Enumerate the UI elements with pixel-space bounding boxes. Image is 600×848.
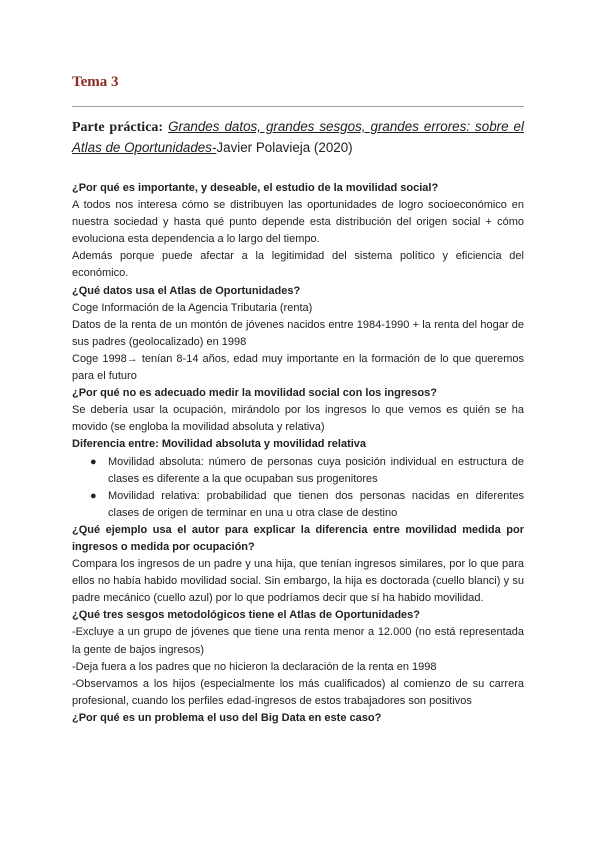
question-4: Diferencia entre: Movilidad absoluta y movilidad relativa xyxy=(72,438,367,451)
work-author: Javier Polavieja (2020) xyxy=(216,140,353,155)
question-5: ¿Qué ejemplo usa el autor para explicar la diferencia entre movilidad medida por ingresos o medida por ocupación? xyxy=(72,523,524,553)
paragraph: Datos de la renta de un montón de jóvenes nacidos entre 1984-1990 + la renta del hogar de sus padres (geolocalizado) en 1998 xyxy=(72,318,524,348)
question-7: ¿Por qué es un problema el uso del Big Data en este caso? xyxy=(72,711,382,724)
paragraph: Además porque puede afectar a la legitimidad del sistema político y eficiencia del económico. xyxy=(72,250,524,280)
question-6: ¿Qué tres sesgos metodológicos tiene el Atlas de Oportunidades? xyxy=(72,609,420,622)
question-1: ¿Por qué es importante, y deseable, el estudio de la movilidad social? xyxy=(72,182,439,194)
paragraph: Coge Información de la Agencia Tributaria (renta) xyxy=(72,301,313,314)
work-title: Grandes datos, grandes sesgos, grandes errores: sobre el Atlas de Oportunidades- xyxy=(72,119,524,155)
title-label: Parte práctica: xyxy=(72,120,164,135)
paragraph: -Deja fuera a los padres que no hicieron la declaración de la renta en 1998 xyxy=(72,660,437,673)
bullet-icon: ● xyxy=(90,489,97,502)
paragraph: Se debería usar la ocupación, mirándolo por los ingresos lo que vemos es quién se ha movido (se engloba la movilidad absoluta y relativa) xyxy=(72,404,524,434)
horizontal-rule xyxy=(72,106,524,107)
question-3: ¿Por qué no es adecuado medir la movilidad social con los ingresos? xyxy=(72,387,437,400)
list-item xyxy=(72,454,524,488)
paragraph: A todos nos interesa cómo se distribuyen las oportunidades de logro socioeconómico en nuestra sociedad y hasta qué punto depende esta distribución del origen social + cómo evoluciona esta dependencia a lo largo del tiempo. xyxy=(72,199,524,246)
bullet-icon: ● xyxy=(90,455,97,468)
section-heading: Tema 3 xyxy=(72,74,119,90)
bullet-list xyxy=(72,454,524,522)
paragraph: -Observamos a los hijos (especialmente los más cualificados) al comienzo de su carrera profesional, cuando los perfiles edad-ingresos de estos trabajadores son positivos xyxy=(72,677,524,707)
list-item-text: Movilidad absoluta: número de personas cuya posición individual en estructura de clases es diferente a la que ocupaban sus progenitores xyxy=(108,455,524,485)
paragraph: Compara los ingresos de un padre y una hija, que tenían ingresos similares, por lo que para ellos no había habido movilidad social. Sin embargo, la hija es doctorada (cuello blanci) y su padre mecánico (cuello azul) por lo que podríamos decir que sí ha habido movilidad. xyxy=(72,558,524,605)
title-block xyxy=(72,117,524,158)
paragraph: -Excluye a un grupo de jóvenes que tiene una renta menor a 12.000 (no está representada la gente de bajos ingresos) xyxy=(72,626,524,656)
paragraph: Coge 1998→ tenían 8-14 años, edad muy importante en la formación de lo que queremos para el futuro xyxy=(72,352,524,383)
document-body xyxy=(72,180,524,727)
question-2: ¿Qué datos usa el Atlas de Oportunidades? xyxy=(72,284,301,297)
list-item xyxy=(72,488,524,522)
list-item-text: Movilidad relativa: probabilidad que tienen dos personas nacidas en diferentes clases de origen de terminar en una u otra clase de destino xyxy=(108,489,524,519)
